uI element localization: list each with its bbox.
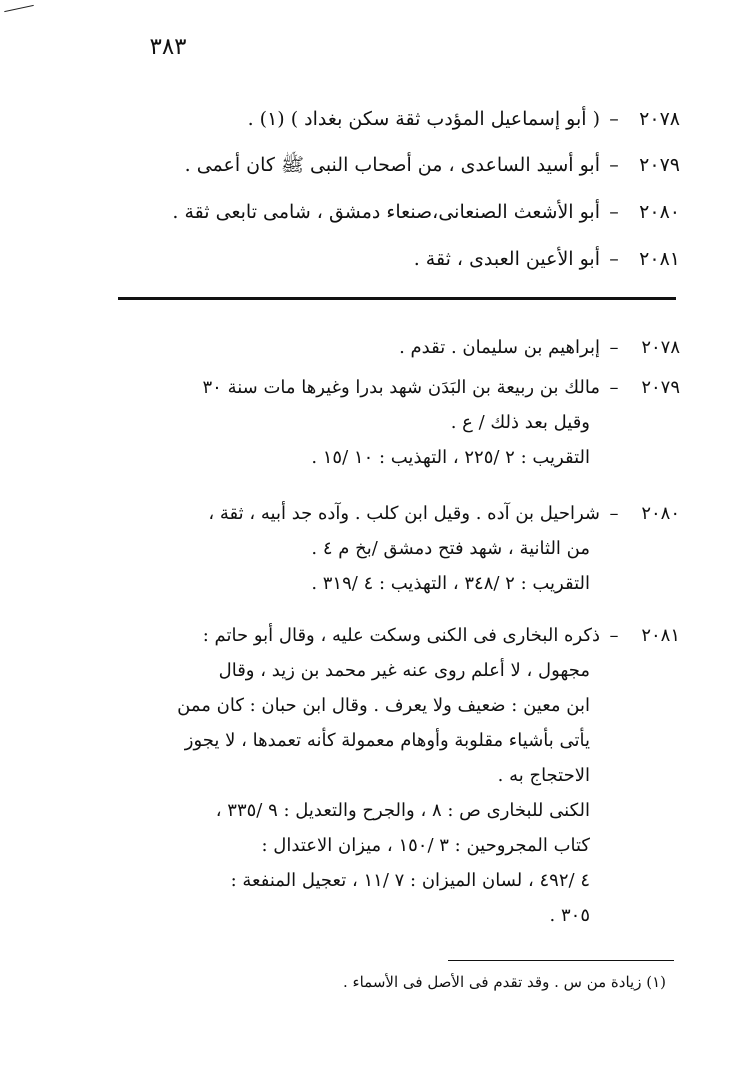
note-line: إبراهيم بن سليمان . تقدم .	[399, 337, 600, 358]
entry-number: ٢٠٧٩	[639, 154, 680, 176]
note-line: يأتى بأشياء مقلوبة وأوهام معمولة كأنه تعمدها ، لا يجوز	[184, 730, 590, 751]
note-reference: التقريب : ٢ /٢٢٥ ، التهذيب : ١٠ /١٥ .	[311, 447, 590, 468]
note-number: ٢٠٧٨	[641, 337, 680, 358]
entry-number: ٢٠٧٨	[639, 108, 680, 130]
entry-text: أبو الأشعث الصنعانى،صنعاء دمشق ، شامى تابعى ثقة .	[172, 201, 600, 223]
entry-dash: –	[609, 154, 619, 176]
note-line: شراحيل بن آده . وقيل ابن كلب . وآده جد أبيه ، ثقة ،	[208, 503, 600, 524]
note-2079	[100, 370, 680, 475]
note-reference: ٣٠٥ .	[549, 905, 590, 926]
note-reference: التقريب : ٢ /٣٤٨ ، التهذيب : ٤ /٣١٩ .	[311, 573, 590, 594]
entry-2078	[100, 100, 680, 138]
note-line: مالك بن ربيعة بن البَدَن شهد بدرا وغيرها مات سنة ٣٠	[202, 377, 600, 398]
entry-dash: –	[609, 108, 619, 130]
entry-text: ( أبو إسماعيل المؤدب ثقة سكن بغداد ) (١) .	[247, 108, 600, 130]
note-reference: كتاب المجروحين : ٣ /١٥٠ ، ميزان الاعتدال :	[261, 835, 590, 856]
note-number: ٢٠٧٩	[641, 377, 680, 398]
note-dash: –	[609, 625, 619, 646]
footnote: (١) زيادة من س . وقد تقدم فى الأصل فى الأسماء .	[342, 973, 666, 991]
section-divider	[118, 297, 676, 300]
note-number: ٢٠٨١	[641, 625, 680, 646]
note-2078	[100, 330, 680, 365]
entry-2080	[100, 193, 680, 231]
entry-2079	[100, 146, 680, 184]
note-line: الاحتجاج به .	[497, 765, 590, 786]
note-line: وقيل بعد ذلك / ع .	[450, 412, 590, 433]
entry-2081	[100, 240, 680, 278]
entry-number: ٢٠٨١	[639, 248, 680, 270]
entry-dash: –	[609, 248, 619, 270]
note-dash: –	[609, 377, 619, 398]
corner-pen-mark	[4, 5, 34, 12]
entry-number: ٢٠٨٠	[639, 201, 680, 223]
footnote-divider	[448, 960, 674, 961]
note-dash: –	[609, 337, 619, 358]
note-line: ذكره البخارى فى الكنى وسكت عليه ، وقال أبو حاتم :	[202, 625, 600, 646]
note-2081	[100, 618, 680, 933]
entry-text: أبو الأعين العبدى ، ثقة .	[413, 248, 600, 270]
note-reference: ٤ /٤٩٢ ، لسان الميزان : ٧ /١١ ، تعجيل المنفعة :	[230, 870, 590, 891]
note-dash: –	[609, 503, 619, 524]
page-number: ٣٨٣	[149, 34, 187, 60]
entry-dash: –	[609, 201, 619, 223]
note-line: مجهول ، لا أعلم روى عنه غير محمد بن زيد ، وقال	[218, 660, 590, 681]
note-line: من الثانية ، شهد فتح دمشق /بخ م ٤ .	[311, 538, 590, 559]
entry-text: أبو أسيد الساعدى ، من أصحاب النبى ﷺ كان أعمى .	[184, 154, 600, 176]
note-2080	[100, 496, 680, 601]
note-line: ابن معين : ضعيف ولا يعرف . وقال ابن حبان : كان ممن	[177, 695, 590, 716]
note-reference: الكنى للبخارى ص : ٨ ، والجرح والتعديل : ٩ /٣٣٥ ،	[215, 800, 590, 821]
note-number: ٢٠٨٠	[641, 503, 680, 524]
